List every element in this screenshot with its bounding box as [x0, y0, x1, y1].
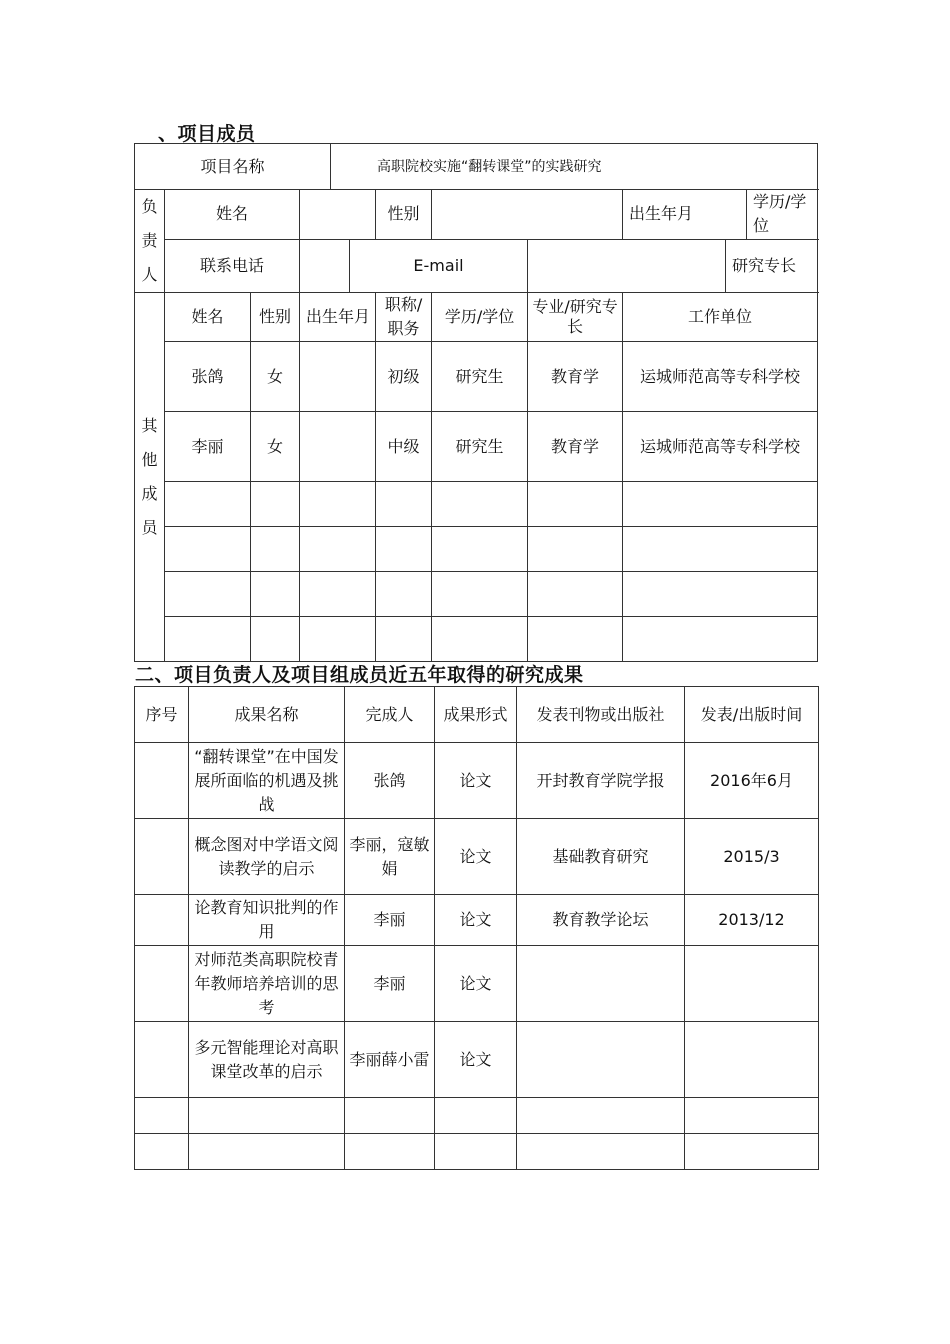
- result-title: 对师范类高职院校青年教师培养培训的思考: [189, 946, 345, 1022]
- result-title: 论教育知识批判的作用: [189, 895, 345, 946]
- member-row-empty: [135, 527, 818, 572]
- results-header-title: 成果名称: [189, 687, 345, 743]
- research-results-table: [134, 686, 819, 1170]
- result-no: [135, 946, 189, 1022]
- member-birth: [300, 412, 376, 482]
- result-row: [135, 743, 819, 819]
- member-gender: 女: [251, 412, 300, 482]
- leader-name-value: [300, 190, 376, 240]
- result-row-empty: [135, 1134, 819, 1170]
- member-birth: [300, 342, 376, 412]
- result-row: [135, 819, 819, 895]
- leader-specialty-label: 研究专长: [726, 239, 818, 292]
- result-form: 论文: [435, 946, 517, 1022]
- section2-heading: 二、项目负责人及项目组成员近五年取得的研究成果: [135, 664, 584, 686]
- members-header-name: 姓名: [165, 293, 251, 342]
- member-title: 初级: [376, 342, 432, 412]
- leader-birth-label: 出生年月: [623, 190, 747, 240]
- member-row-empty: [135, 572, 818, 617]
- member-unit: 运城师范高等专科学校: [623, 342, 818, 412]
- leader-phone-label: 联系电话: [165, 239, 300, 292]
- result-title: 概念图对中学语文阅读教学的启示: [189, 819, 345, 895]
- member-row: [135, 342, 818, 412]
- members-header-unit: 工作单位: [623, 293, 818, 342]
- members-header-row: [135, 293, 818, 342]
- results-header-author: 完成人: [345, 687, 435, 743]
- members-header-education: 学历/学位: [432, 293, 528, 342]
- member-education: 研究生: [432, 412, 528, 482]
- results-header-no: 序号: [135, 687, 189, 743]
- result-publisher: 教育教学论坛: [517, 895, 685, 946]
- result-date: 2013/12: [685, 895, 819, 946]
- member-row-empty: [135, 482, 818, 527]
- result-author: 李丽: [345, 895, 435, 946]
- section1-heading: 、项目成员: [158, 123, 256, 145]
- result-publisher: [517, 1022, 685, 1098]
- member-name: 李丽: [165, 412, 251, 482]
- member-major: 教育学: [528, 412, 623, 482]
- result-no: [135, 1022, 189, 1098]
- result-form: 论文: [435, 1022, 517, 1098]
- member-gender: 女: [251, 342, 300, 412]
- member-row-empty: [135, 617, 818, 662]
- members-header-birth: 出生年月: [300, 293, 376, 342]
- members-group-label: 其 他 成 员: [135, 293, 165, 662]
- result-date: 2015/3: [685, 819, 819, 895]
- result-publisher: 基础教育研究: [517, 819, 685, 895]
- project-name-label: 项目名称: [135, 144, 331, 190]
- results-header-date: 发表/出版时间: [685, 687, 819, 743]
- result-date: 2016年6月: [685, 743, 819, 819]
- member-row: [135, 412, 818, 482]
- result-date: [685, 946, 819, 1022]
- result-author: 李丽薛小雷: [345, 1022, 435, 1098]
- result-form: 论文: [435, 819, 517, 895]
- result-author: 李丽: [345, 946, 435, 1022]
- members-header-title: 职称/职务: [376, 293, 432, 342]
- leader-email-value: [528, 239, 726, 292]
- leader-group-label: 负 责 人: [135, 190, 165, 293]
- result-row: [135, 1022, 819, 1098]
- project-name-value: 高职院校实施“翻转课堂”的实践研究: [331, 144, 818, 190]
- result-publisher: 开封教育学院学报: [517, 743, 685, 819]
- results-header-form: 成果形式: [435, 687, 517, 743]
- result-row-empty: [135, 1098, 819, 1134]
- member-title: 中级: [376, 412, 432, 482]
- members-header-major: 专业/研究专长: [528, 293, 623, 342]
- result-no: [135, 819, 189, 895]
- result-title: 多元智能理论对高职课堂改革的启示: [189, 1022, 345, 1098]
- result-no: [135, 743, 189, 819]
- result-author: 张鸽: [345, 743, 435, 819]
- result-date: [685, 1022, 819, 1098]
- leader-phone-value: [300, 239, 350, 292]
- result-form: 论文: [435, 743, 517, 819]
- member-unit: 运城师范高等专科学校: [623, 412, 818, 482]
- leader-email-label: E-mail: [350, 239, 528, 292]
- member-name: 张鸽: [165, 342, 251, 412]
- members-header-gender: 性别: [251, 293, 300, 342]
- result-form: 论文: [435, 895, 517, 946]
- result-title: “翻转课堂”在中国发展所面临的机遇及挑战: [189, 743, 345, 819]
- project-name-row: [135, 144, 818, 190]
- result-row: [135, 946, 819, 1022]
- leader-name-label: 姓名: [165, 190, 300, 240]
- results-header-publisher: 发表刊物或出版社: [517, 687, 685, 743]
- member-major: 教育学: [528, 342, 623, 412]
- member-education: 研究生: [432, 342, 528, 412]
- result-publisher: [517, 946, 685, 1022]
- project-members-table: [134, 143, 818, 662]
- leader-row-1: [135, 190, 818, 240]
- leader-gender-label: 性别: [376, 190, 432, 240]
- leader-education-label: 学历/学位: [747, 190, 818, 240]
- leader-gender-value: [432, 190, 623, 240]
- result-no: [135, 895, 189, 946]
- result-author: 李丽，寇敏娟: [345, 819, 435, 895]
- results-header-row: [135, 687, 819, 743]
- leader-row-2: [135, 239, 818, 292]
- result-row: [135, 895, 819, 946]
